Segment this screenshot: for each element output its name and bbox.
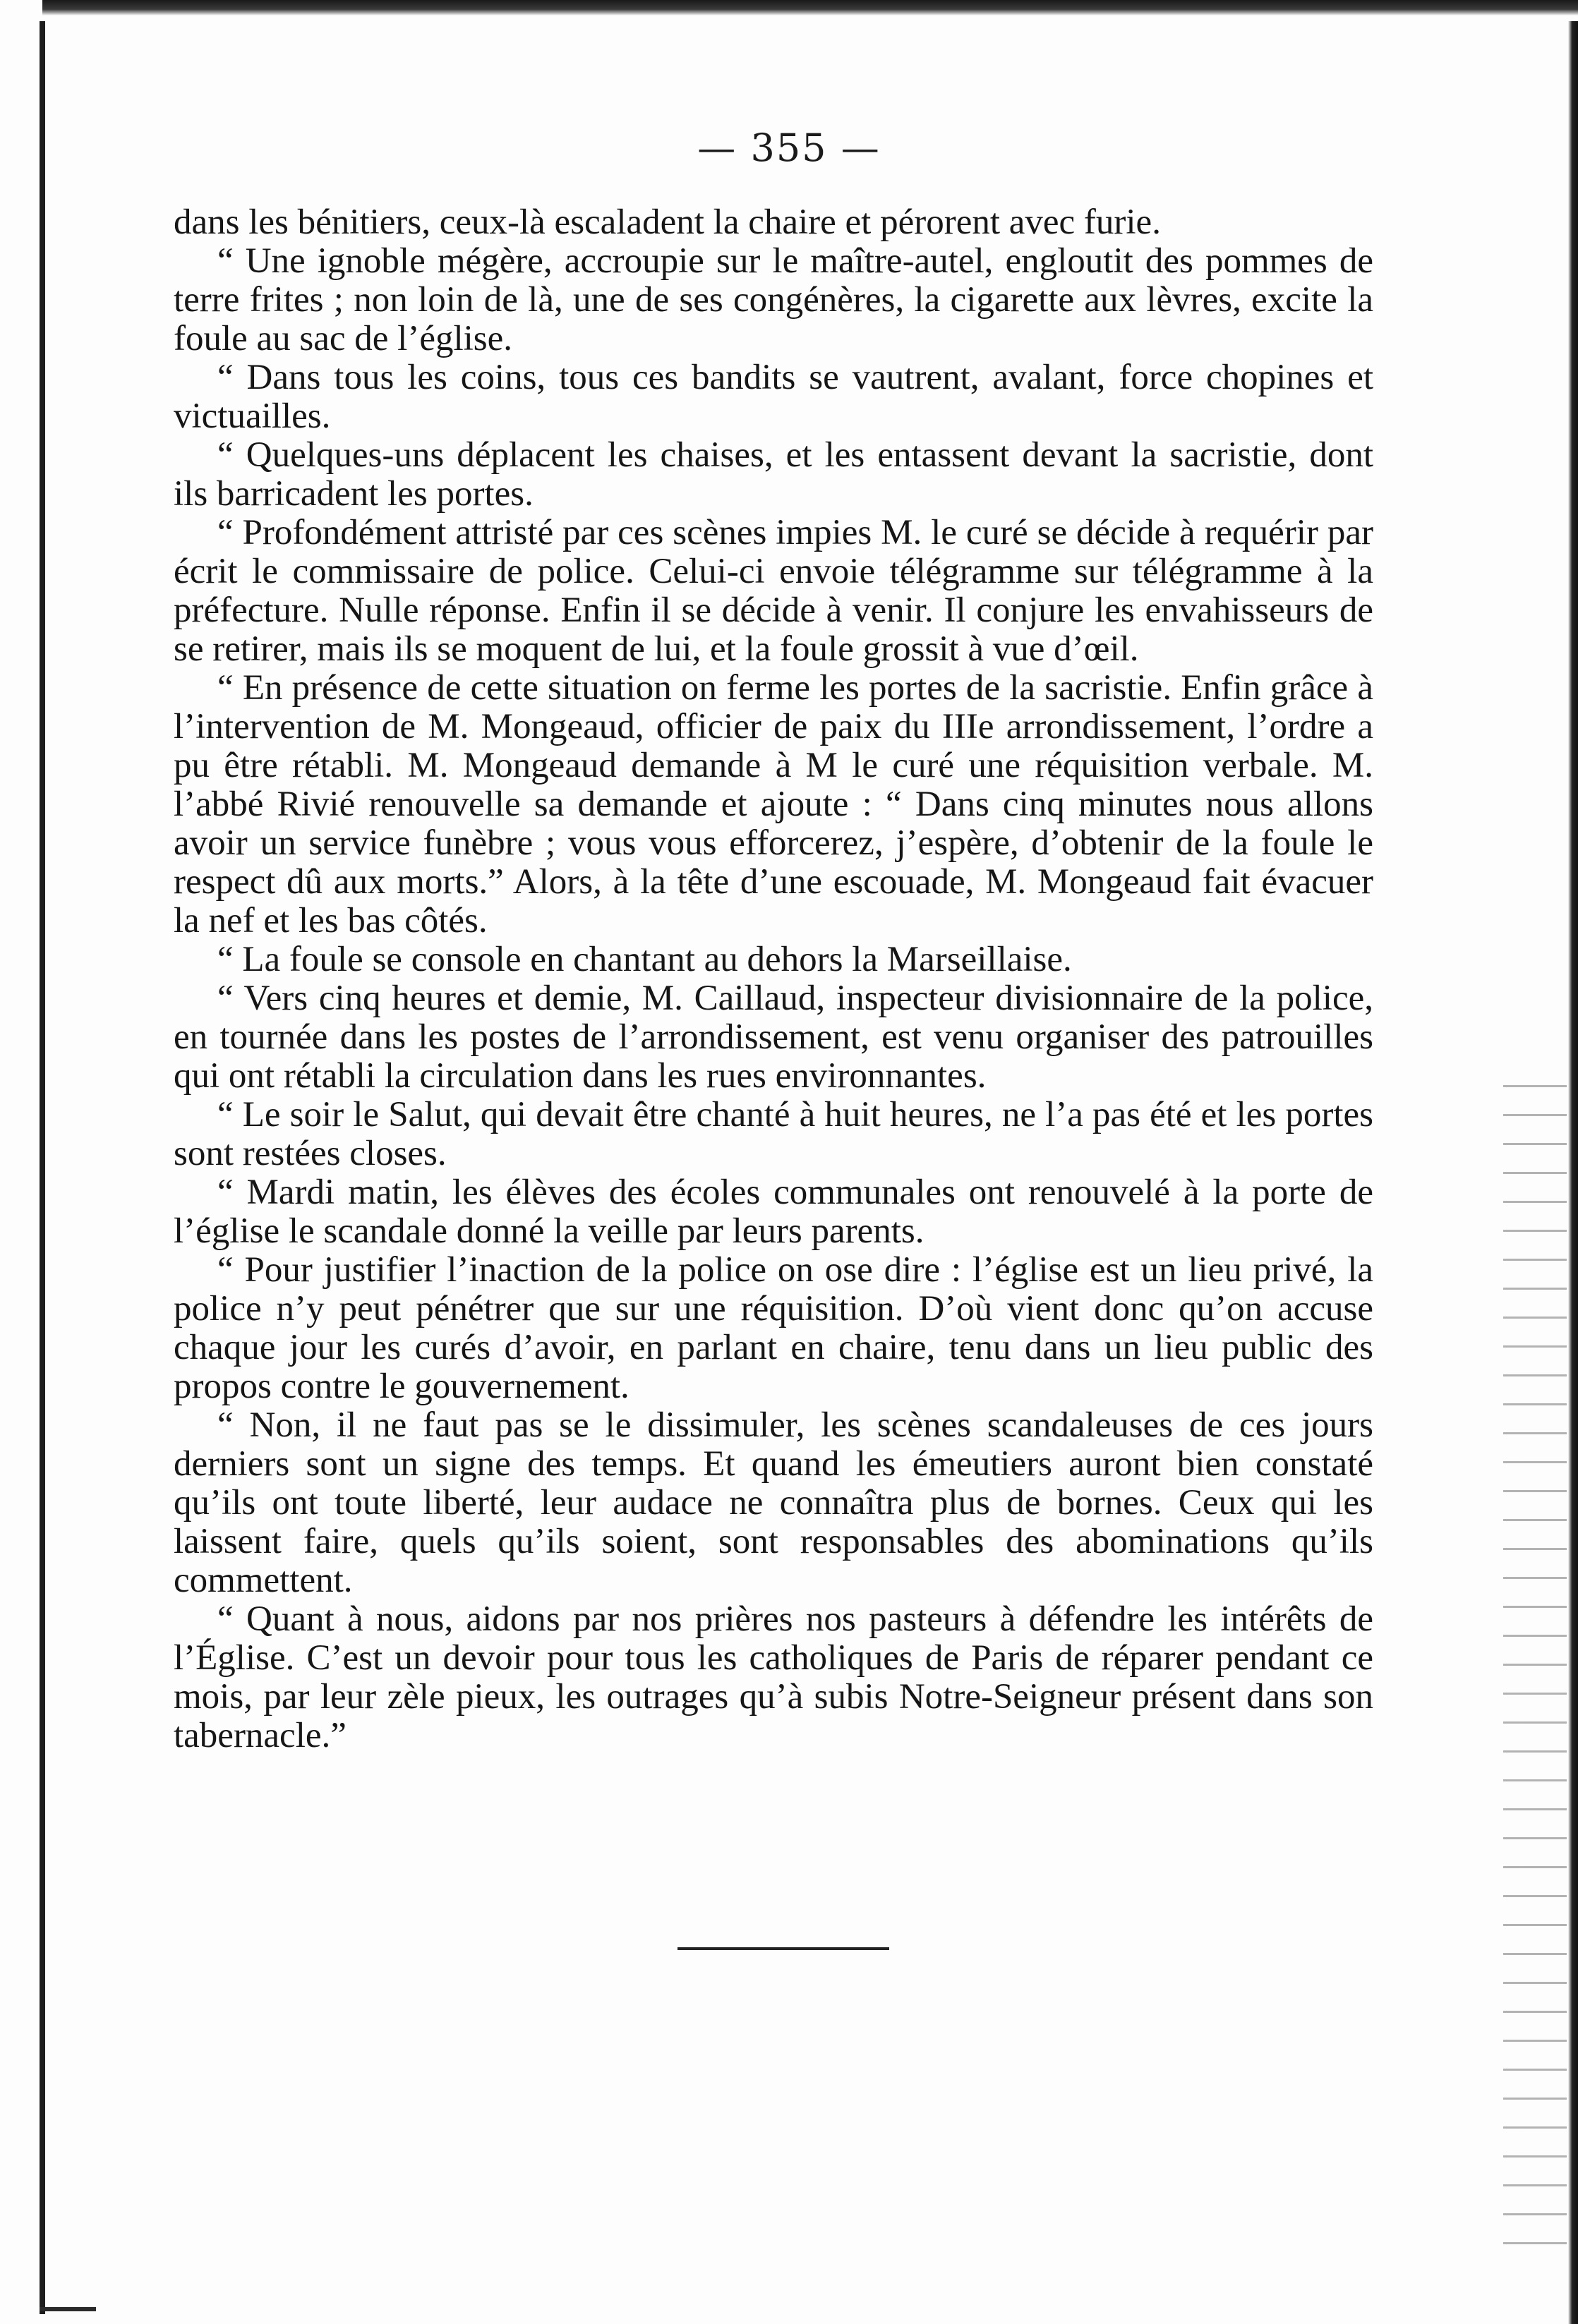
- paragraph: “ Une ignoble mégère, accroupie sur le maître-autel, engloutit des pommes de terre frites ; non loin de là, une de ses congénères, la cigarette aux lèvres, excite la foule au sac de l’église.: [174, 241, 1373, 358]
- page-number: — 355 —: [697, 126, 881, 170]
- paragraph: “ Non, il ne faut pas se le dissimuler, les scènes scandaleuses de ces jours derniers sont un signe des temps. Et quand les émeutiers auront bien constaté qu’ils ont toute liberté, leur audace ne connaîtra plus de bornes. Ceux qui les laissent faire, quels qu’ils soient, sont responsables des abominations qu’ils commettent.: [174, 1405, 1373, 1600]
- paragraph: “ Quelques-uns déplacent les chaises, et les entassent devant la sacristie, dont ils barricadent les portes.: [174, 435, 1373, 514]
- page-left-edge: [40, 21, 45, 2314]
- paragraph: “ En présence de cette situation on ferme les portes de la sacristie. Enfin grâce à l’intervention de M. Mongeaud, officier de paix du IIIe arrondissement, l’ordre a pu être rétabli. M. Mongeaud demande à M le curé une réquisition verbale. M. l’abbé Rivié renouvelle sa demande et ajoute : “ Dans cinq minutes nous allons avoir un service funèbre ; vous vous efforcerez, j’espère, d’obtenir de la foule le respect dû aux morts.” Alors, à la tête d’une escouade, M. Mongeaud fait évacuer la nef et les bas côtés.: [174, 668, 1373, 940]
- paragraph: dans les bénitiers, ceux-là escaladent la chaire et pérorent avec furie.: [174, 202, 1161, 242]
- scan-noise: [1503, 1058, 1567, 2258]
- paragraph: “ Pour justifier l’inaction de la police on ose dire : l’église est un lieu privé, la police n’y peut pénétrer que sur une réquisition. D’où vient donc qu’on accuse chaque jour les curés d’avoir, en parlant en chaire, tenu dans un lieu public des propos contre le gouvernement.: [174, 1250, 1373, 1406]
- paragraph: “ Profondément attristé par ces scènes impies M. le curé se décide à requérir par écrit le commissaire de police. Celui-ci envoie télégramme sur télégramme à la préfecture. Nulle réponse. Enfin il se décide à venir. Il conjure les envahisseurs de se retirer, mais ils se moquent de lui, et la foule grossit à vue d’œil.: [174, 513, 1373, 669]
- paragraph: “ Le soir le Salut, qui devait être chanté à huit heures, ne l’a pas été et les portes sont restées closes.: [174, 1095, 1373, 1173]
- page-bottom-left-edge: [40, 2307, 96, 2311]
- page-right-edge: [1568, 21, 1578, 2324]
- paragraph: “ Vers cinq heures et demie, M. Caillaud, inspecteur divisionnaire de la police, en tournée dans les postes de l’arrondissement, est venu organiser des patrouilles qui ont rétabli la circulation dans les rues environnantes.: [174, 979, 1373, 1096]
- paragraph: “ Quant à nous, aidons par nos prières nos pasteurs à défendre les intérêts de l’Église. C’est un devoir pour tous les catholiques de Paris de réparer pendant ce mois, par leur zèle pieux, les outrages qu’à subis Notre-Seigneur présent dans son tabernacle.”: [174, 1599, 1373, 1755]
- paragraph: “ La foule se console en chantant au dehors la Marseillaise.: [217, 940, 1072, 979]
- end-rule: [677, 1947, 889, 1950]
- paragraph: “ Mardi matin, les élèves des écoles communales ont renouvelé à la porte de l’église le scandale donné la veille par leurs parents.: [174, 1173, 1373, 1251]
- body-text: [174, 203, 1373, 1755]
- page-top-edge: [42, 0, 1578, 16]
- paragraph: “ Dans tous les coins, tous ces bandits se vautrent, avalant, force chopines et victuailles.: [174, 358, 1373, 436]
